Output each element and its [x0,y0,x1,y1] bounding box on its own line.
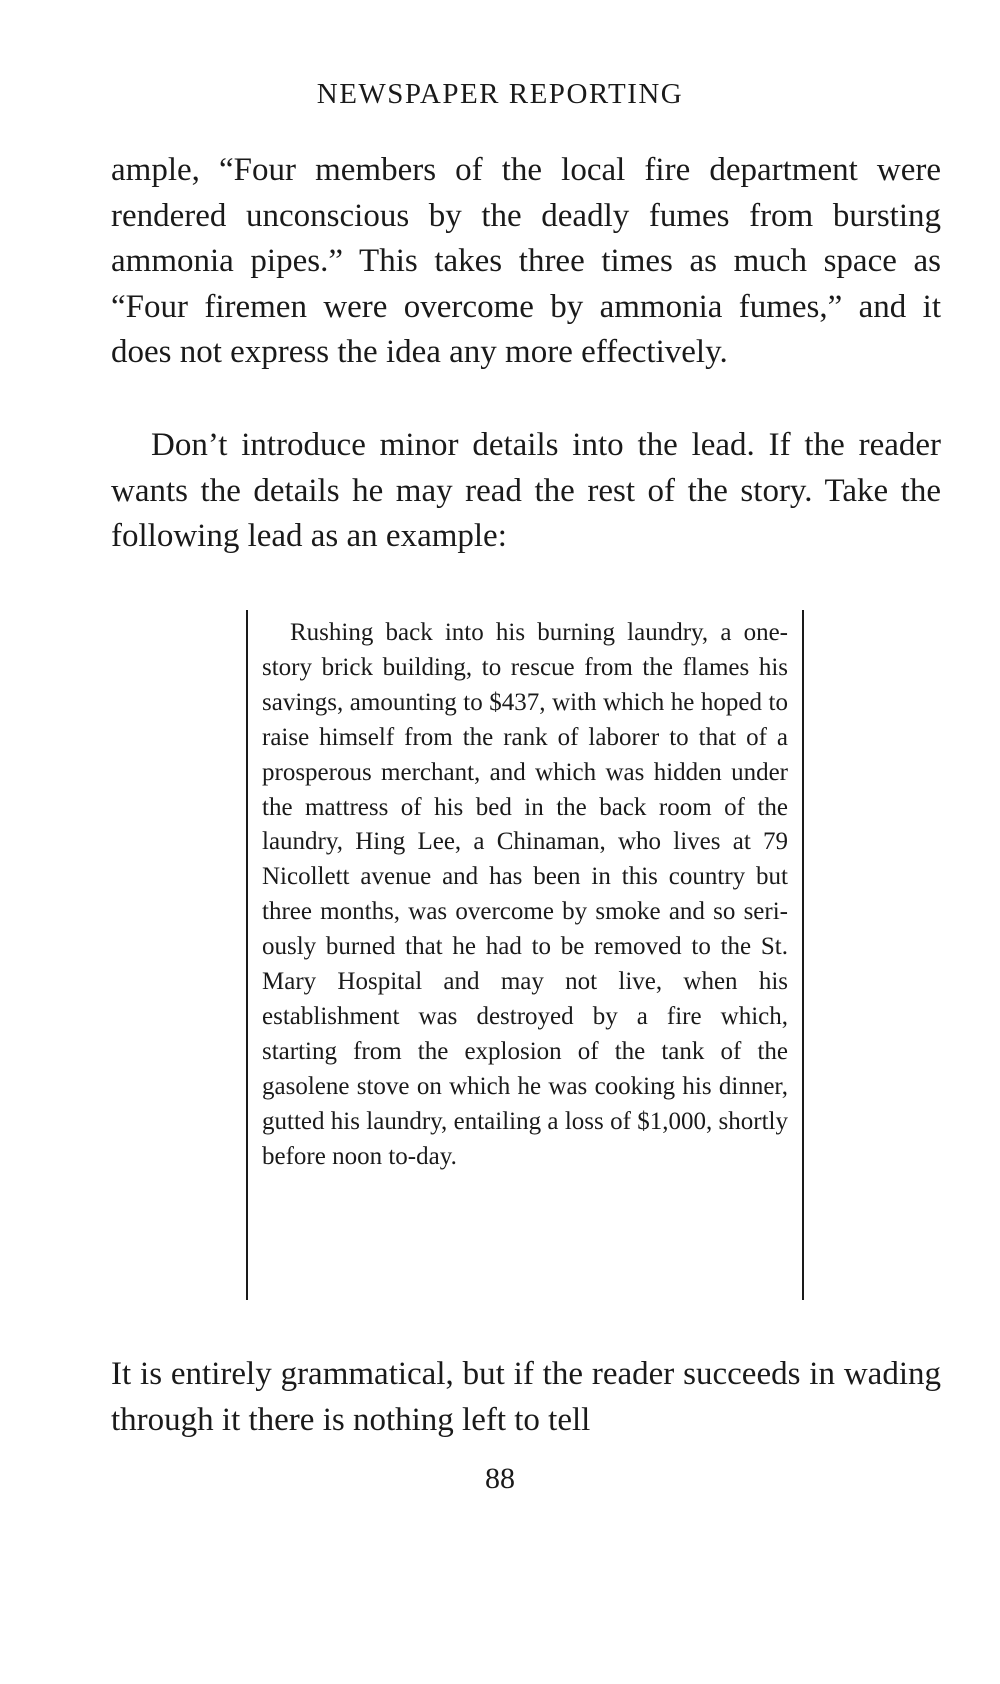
paragraph-continuation: ample, “Four members of the local fire department were rendered unconscious by the deadly fumes from bursting ammonia pipes.” This takes three times as much space as “Four firemen were overcome by ammonia fumes,” and it does not express the idea any more effectively. [111,152,941,370]
running-head: NEWSPAPER REPORTING [316,78,684,110]
paragraph-commentary: It is entirely grammatical, but if the reader succeeds in wading through it there is nothing left to tell [111,1356,941,1438]
paragraph-minor-details: Don’t introduce minor details into the lead. If the reader wants the details he may read the rest of the story. Take the following lead as an example: [111,427,941,554]
example-lead-quote [246,610,804,1300]
example-lead-text: Rushing back into his burning laundry, a one-story brick building, to rescue from the flames his savings, amounting to $437, with which he hoped to raise himself from the rank of laborer to that of a prosperous merchant, and which was hidden under the mattress of his bed in the back room of the laundry, Hing Lee, a Chinaman, who lives at 79 Nicollett avenue and has been in this country but three months, was overcome by smoke and so seriously burned that he had to be removed to the St. Mary Hospital and may not live, when his establishment was destroyed by a fire which, starting from the explosion of the tank of the gasolene stove on which he was cooking his dinner, gutted his laundry, entailing a loss of $1,000, shortly before noon to-day. [262,619,788,1170]
page-number: 88 [485,1462,515,1495]
